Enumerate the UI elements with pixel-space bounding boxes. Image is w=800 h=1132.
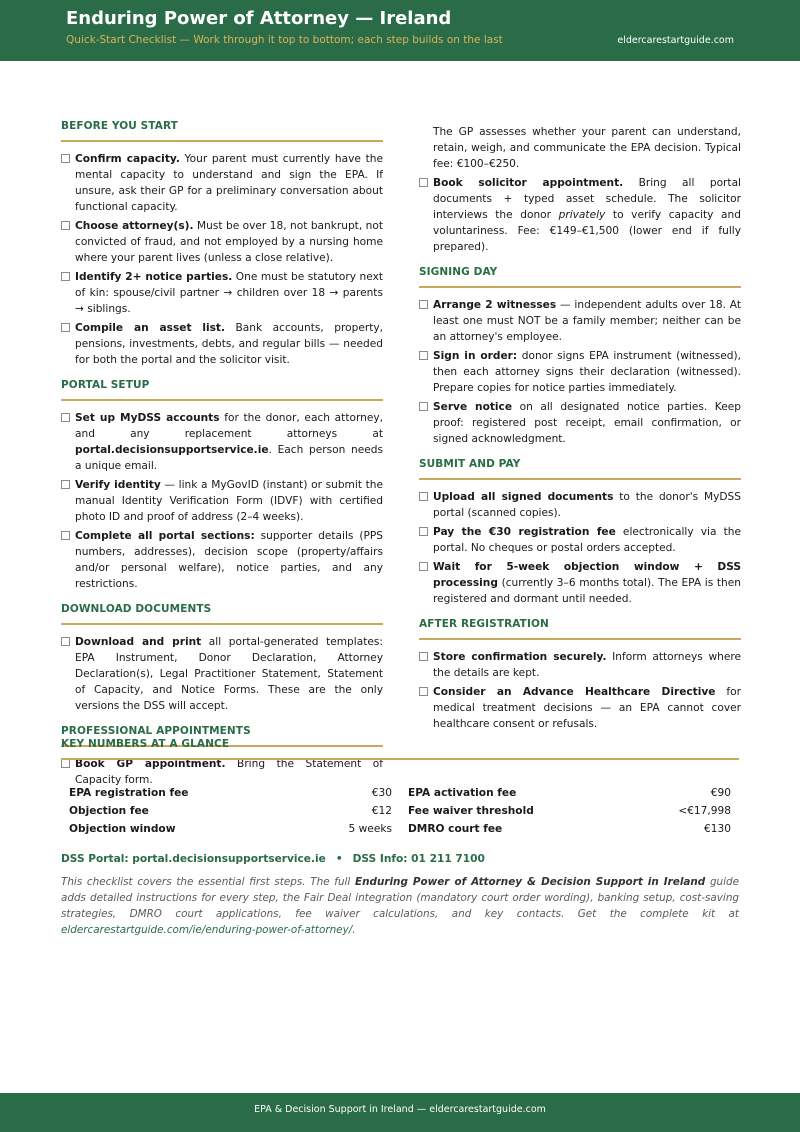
checklist-item bbox=[419, 559, 741, 607]
item-heading: Book GP appointment. bbox=[75, 758, 226, 770]
separator-dot: • bbox=[335, 853, 343, 865]
item-heading: Book solicitor appointment. bbox=[433, 177, 624, 189]
checklist-item bbox=[419, 175, 741, 255]
checkbox[interactable] bbox=[61, 637, 70, 646]
key-number-label: Objection fee bbox=[69, 805, 149, 817]
item-emphasis: privately bbox=[558, 209, 606, 221]
checklist-item bbox=[61, 528, 383, 592]
checklist-item bbox=[61, 410, 383, 474]
item-text: — link a MyGovID (instant) or submit the manual Identity Verification Form (IDVF) with certified photo ID and proof of address (2–4 weeks). bbox=[75, 479, 384, 523]
item-text: donor signs EPA instrument (witnessed), then each attorney signs their declaration (witnessed). Prepare copies for notice parties immediately. bbox=[433, 350, 741, 394]
item-text: — independent adults over 18. At least one must NOT be a family member; neither can be an attorney's employee. bbox=[433, 299, 741, 343]
key-number-label: EPA activation fee bbox=[408, 787, 517, 799]
page-title: Enduring Power of Attorney — Ireland bbox=[66, 8, 452, 29]
key-number-value: <€17,998 bbox=[678, 805, 731, 817]
checklist-item bbox=[61, 634, 383, 714]
checklist-item bbox=[419, 684, 741, 732]
section-title: SIGNING DAY bbox=[419, 266, 741, 288]
checkbox[interactable] bbox=[419, 562, 428, 571]
checkbox[interactable] bbox=[419, 300, 428, 309]
item-heading: Complete all portal sections: bbox=[75, 530, 255, 542]
checklist-item bbox=[419, 489, 741, 521]
checklist-item bbox=[419, 297, 741, 345]
item-text: to verify capacity and voluntariness. Fee: €149–€1,500 (lower end if fully prepared). bbox=[433, 209, 741, 253]
key-number-label: DMRO court fee bbox=[408, 823, 503, 835]
item-heading: Download and print bbox=[75, 636, 202, 648]
checklist-item bbox=[61, 151, 383, 215]
item-heading: Compile an asset list. bbox=[75, 322, 226, 334]
item-heading: Arrange 2 witnesses bbox=[433, 299, 557, 311]
checklist-item bbox=[61, 477, 383, 525]
section-title: PROFESSIONAL APPOINTMENTS bbox=[61, 725, 383, 747]
key-number-row bbox=[69, 802, 392, 820]
item-heading: Identify 2+ notice parties. bbox=[75, 271, 233, 283]
key-number-value: €130 bbox=[704, 823, 731, 835]
item-heading: Upload all signed documents bbox=[433, 491, 614, 503]
item-text: . Each person needs a unique email. bbox=[75, 444, 383, 472]
item-heading: Serve notice bbox=[433, 401, 513, 413]
item-heading: Store confirmation securely. bbox=[433, 651, 607, 663]
checklist-item bbox=[61, 269, 383, 317]
dss-portal-link[interactable]: DSS Portal: portal.decisionsupportservice.ie bbox=[61, 853, 326, 865]
key-number-row bbox=[69, 820, 392, 838]
checkbox[interactable] bbox=[61, 272, 70, 281]
checkbox[interactable] bbox=[61, 480, 70, 489]
item-text: to the donor's MyDSS portal (scanned copies). bbox=[433, 491, 741, 519]
checklist-item bbox=[419, 649, 741, 681]
item-text: One must be statutory next of kin: spouse/civil partner → children over 18 → parents → siblings. bbox=[75, 271, 383, 315]
key-number-row bbox=[408, 802, 731, 820]
item-text: Your parent must currently have the mental capacity to understand and sign the EPA. If unsure, ask their GP for a preliminary conversation about functional capacity. bbox=[75, 153, 383, 213]
guide-blurb bbox=[61, 874, 739, 938]
blurb-text: . bbox=[352, 924, 356, 936]
footer-text: EPA & Decision Support in Ireland — eldercarestartguide.com bbox=[254, 1104, 546, 1115]
item-text: electronically via the portal. No cheques or postal orders accepted. bbox=[433, 526, 741, 554]
section-title: BEFORE YOU START bbox=[61, 120, 383, 142]
section-download-documents bbox=[61, 603, 383, 714]
checkbox[interactable] bbox=[61, 154, 70, 163]
checkbox[interactable] bbox=[419, 178, 428, 187]
key-number-row bbox=[408, 820, 731, 838]
portal-link[interactable]: portal.decisionsupportservice.ie bbox=[75, 444, 269, 456]
item-text: Inform attorneys where the details are kept. bbox=[433, 651, 741, 679]
section-signing-day bbox=[419, 266, 741, 447]
key-number-value: €90 bbox=[710, 787, 731, 799]
right-column bbox=[419, 124, 741, 743]
checkbox[interactable] bbox=[61, 413, 70, 422]
header-site-link[interactable]: eldercarestartguide.com bbox=[617, 35, 734, 46]
checkbox[interactable] bbox=[61, 531, 70, 540]
item-heading: Set up MyDSS accounts bbox=[75, 412, 220, 424]
section-title: KEY NUMBERS AT A GLANCE bbox=[61, 738, 739, 760]
dss-info-phone[interactable]: DSS Info: 01 211 7100 bbox=[352, 853, 485, 865]
key-number-label: Objection window bbox=[69, 823, 176, 835]
guide-link[interactable]: eldercarestartguide.com/ie/enduring-power-of-attorney/ bbox=[61, 924, 353, 936]
key-number-value: €12 bbox=[371, 805, 392, 817]
section-after-registration bbox=[419, 618, 741, 732]
checklist-item bbox=[419, 524, 741, 556]
guide-title: Enduring Power of Attorney & Decision Support in Ireland bbox=[355, 876, 706, 888]
item-text: on all designated notice parties. Keep proof: registered post receipt, email confirmation, or signed acknowledgment. bbox=[433, 401, 741, 445]
checkbox[interactable] bbox=[419, 652, 428, 661]
key-number-label: Fee waiver threshold bbox=[408, 805, 534, 817]
item-text: all portal-generated templates: EPA Instrument, Donor Declaration, Attorney Declaration(s), Legal Practitioner Statement, Statement of Capacity, and Notice Forms. These are the only versions the DSS will accept. bbox=[75, 636, 383, 712]
section-title: AFTER REGISTRATION bbox=[419, 618, 741, 640]
item-heading: Verify identity bbox=[75, 479, 161, 491]
left-column bbox=[61, 120, 383, 799]
item-heading: Pay the €30 registration fee bbox=[433, 526, 616, 538]
page-header bbox=[0, 0, 800, 61]
section-title: PORTAL SETUP bbox=[61, 379, 383, 401]
item-text: Must be over 18, not bankrupt, not convicted of fraud, and not employed by a nursing home where your parent lives (unless a close relative). bbox=[75, 220, 383, 264]
key-number-value: €30 bbox=[371, 787, 392, 799]
item-text: Bank accounts, property, pensions, investments, debts, and regular bills — needed for both the portal and the solicitor visit. bbox=[75, 322, 383, 366]
contact-line bbox=[61, 853, 485, 865]
checkbox[interactable] bbox=[419, 492, 428, 501]
item-heading: Confirm capacity. bbox=[75, 153, 180, 165]
checkbox[interactable] bbox=[419, 527, 428, 536]
key-number-row bbox=[69, 784, 392, 802]
key-numbers-right bbox=[408, 784, 731, 838]
item-text: (currently 3–6 months total). The EPA is then registered and dormant until needed. bbox=[433, 577, 741, 605]
item-text: for medical treatment decisions — an EPA cannot cover healthcare consent or refusals. bbox=[433, 686, 742, 730]
checklist-item bbox=[419, 348, 741, 396]
checkbox[interactable] bbox=[61, 323, 70, 332]
checkbox[interactable] bbox=[419, 402, 428, 411]
page-subtitle: Quick-Start Checklist — Work through it top to bottom; each step builds on the last bbox=[66, 34, 503, 46]
item-continuation: The GP assesses whether your parent can understand, retain, weigh, and communicate the EPA decision. Typical fee: €100–€250. bbox=[433, 126, 741, 170]
key-numbers-section bbox=[61, 738, 739, 838]
checklist-item bbox=[61, 218, 383, 266]
section-submit-and-pay bbox=[419, 458, 741, 607]
key-number-row bbox=[408, 784, 731, 802]
item-text: supporter details (PPS numbers, addresses), decision scope (property/affairs and/or personal welfare), notice parties, and any restrictions. bbox=[75, 530, 383, 590]
item-heading: Choose attorney(s). bbox=[75, 220, 194, 232]
section-title: DOWNLOAD DOCUMENTS bbox=[61, 603, 383, 625]
checkbox[interactable] bbox=[419, 687, 428, 696]
key-number-label: EPA registration fee bbox=[69, 787, 189, 799]
blurb-text: This checklist covers the essential first steps. The full bbox=[61, 876, 356, 888]
page-footer bbox=[0, 1093, 800, 1132]
checkbox[interactable] bbox=[419, 351, 428, 360]
item-text: Bring all portal documents + typed asset schedule. The solicitor interviews the donor bbox=[433, 177, 742, 221]
item-text: for the donor, each attorney, and any replacement attorneys at bbox=[75, 412, 383, 440]
key-numbers-grid bbox=[61, 784, 739, 838]
blurb-text: guide adds detailed instructions for every step, the Fair Deal integration (mandatory court order wording), banking setup, cost-saving strategies, DMRO court applications, fee waiver calculations, and key contacts. Get the complete kit at bbox=[61, 876, 739, 920]
section-title: SUBMIT AND PAY bbox=[419, 458, 741, 480]
section-portal-setup bbox=[61, 379, 383, 592]
item-text: Bring the Statement of Capacity form. bbox=[75, 758, 383, 786]
key-numbers-left bbox=[69, 784, 392, 838]
item-heading: Wait for 5-week objection window + DSS processing bbox=[433, 561, 741, 589]
key-number-value: 5 weeks bbox=[348, 823, 392, 835]
section-before-you-start bbox=[61, 120, 383, 368]
checkbox[interactable] bbox=[61, 221, 70, 230]
item-heading: Sign in order: bbox=[433, 350, 518, 362]
checklist-item bbox=[419, 399, 741, 447]
checklist-item bbox=[61, 320, 383, 368]
item-heading: Consider an Advance Healthcare Directive bbox=[433, 686, 716, 698]
